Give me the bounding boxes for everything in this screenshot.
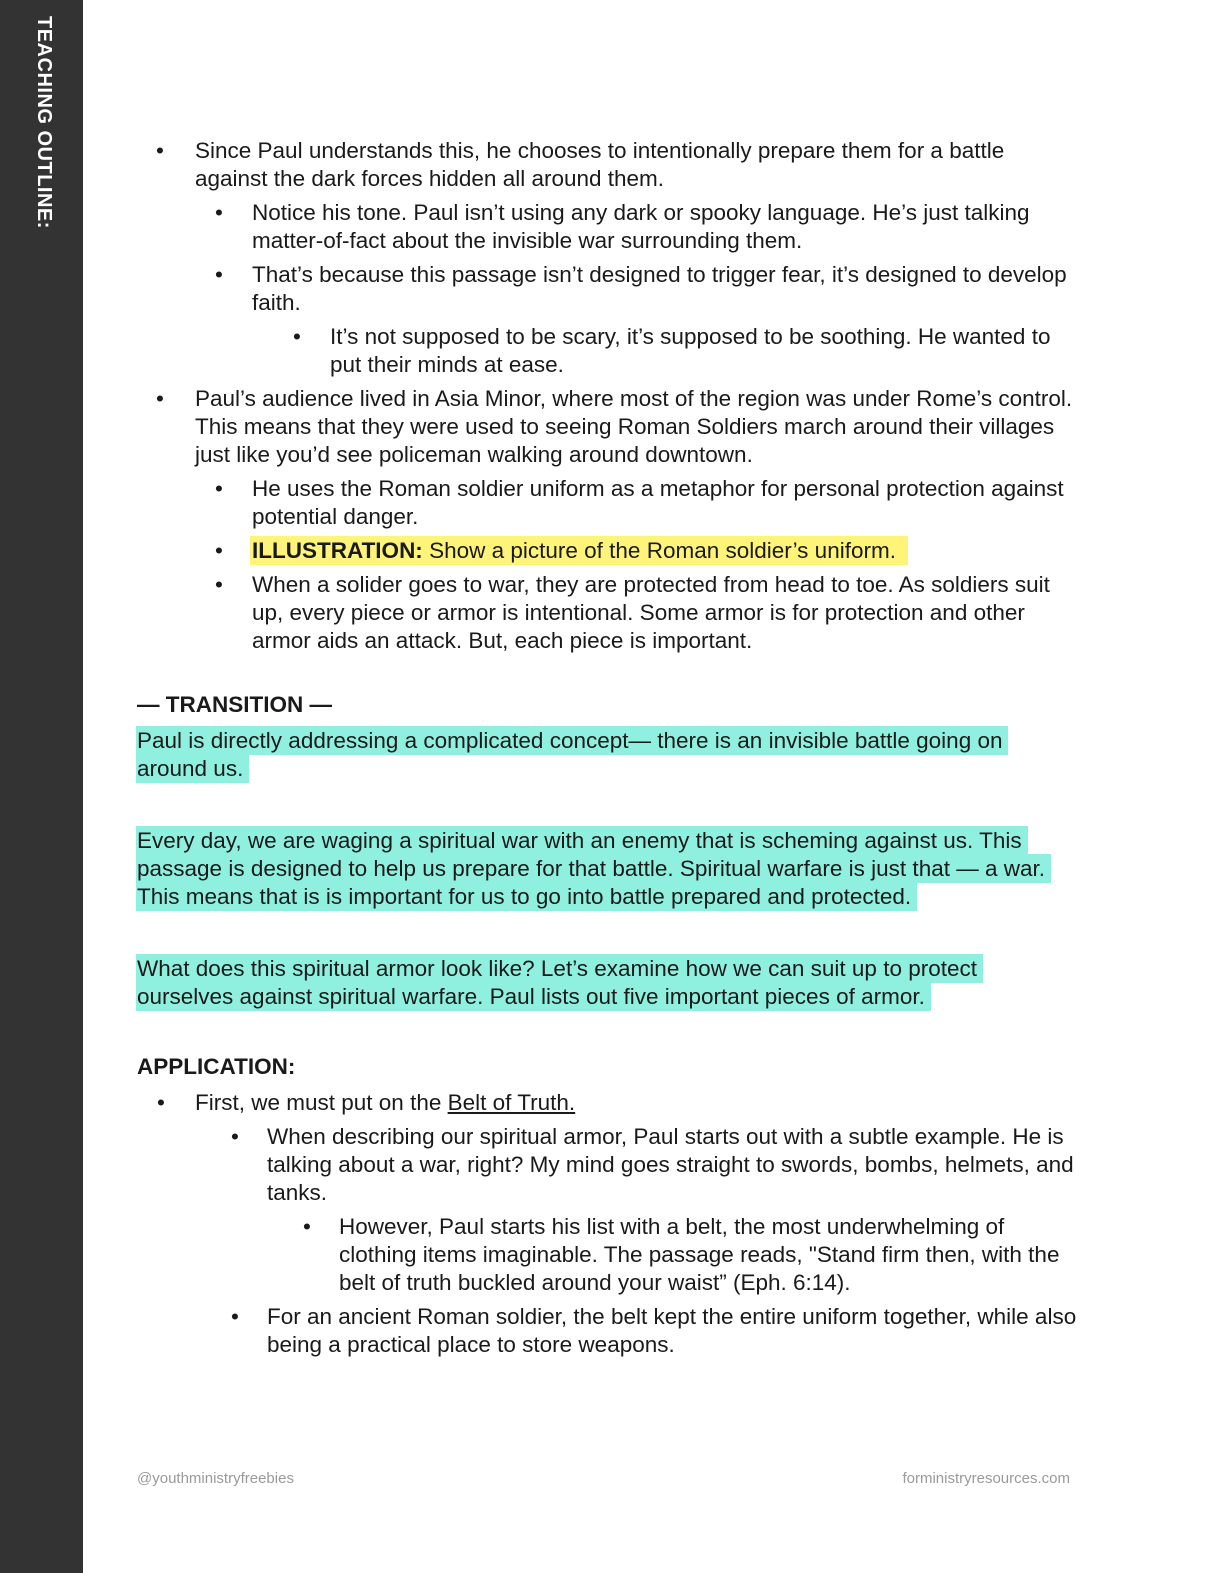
list-item-text: When describing our spiritual armor, Paul starts out with a subtle example. He is talking about a war, right? My mind goes straight to swords, bombs, helmets, and tanks. [267, 1124, 1074, 1205]
bullet-icon: • [215, 572, 223, 597]
sidebar-label: TEACHING OUTLINE: [33, 16, 55, 229]
list-item-text: Paul’s audience lived in Asia Minor, where most of the region was under Rome’s control. This means that they were used to seeing Roman Soldiers march around their villages just like you’d see policeman walking around downtown. [195, 386, 1073, 467]
list-item-text: Notice his tone. Paul isn’t using any dark or spooky language. He’s just talking matter-of-fact about the invisible war surrounding them. [252, 200, 1030, 253]
transition-text: Every day, we are waging a spiritual war with an enemy that is scheming against us. This passage is designed to help us prepare for that battle. Spiritual warfare is just that — a war. This means that is is important for us to go into battle prepared and protected. [136, 826, 1051, 911]
list-item [137, 385, 1077, 469]
transition-paragraph [137, 955, 1077, 1011]
list-item-text: Since Paul understands this, he chooses to intentionally prepare them for a battle against the dark forces hidden all around them. [195, 138, 1005, 191]
list-item [137, 137, 1077, 193]
bullet-icon: • [156, 386, 164, 411]
list-item-text: It’s not supposed to be scary, it’s supposed to be soothing. He wanted to put their minds at ease. [330, 324, 1051, 377]
application-heading: APPLICATION: [137, 1054, 296, 1079]
list-item [137, 323, 1077, 379]
footer-handle: @youthministryfreebies [137, 1470, 294, 1487]
list-item [137, 199, 1077, 255]
list-item [137, 1123, 1077, 1207]
bullet-icon: • [215, 538, 223, 563]
list-item [137, 475, 1077, 531]
bullet-icon: • [303, 1214, 311, 1239]
bullet-icon: • [293, 324, 301, 349]
list-item-text: When a solider goes to war, they are protected from head to toe. As soldiers suit up, every piece or armor is intentional. Some armor is for protection and other armor aids an attack. But, each piece is important. [252, 572, 1050, 653]
list-item-text: That’s because this passage isn’t designed to trigger fear, it’s designed to develop faith. [252, 262, 1067, 315]
bullet-icon: • [215, 262, 223, 287]
transition-paragraph [137, 827, 1077, 911]
list-item-text: However, Paul starts his list with a belt, the most underwhelming of clothing items imaginable. The passage reads, "Stand firm then, with the belt of truth buckled around your waist” (Eph. 6:14). [339, 1214, 1060, 1295]
transition-paragraph [137, 727, 1077, 783]
list-item-text: For an ancient Roman soldier, the belt kept the entire uniform together, while also being a practical place to store weapons. [267, 1304, 1077, 1357]
list-item [137, 571, 1077, 655]
list-item [137, 1213, 1077, 1297]
belt-of-truth-link: Belt of Truth. [447, 1090, 576, 1115]
illustration-text: Show a picture of the Roman soldier’s uniform. [422, 538, 896, 563]
bullet-icon: • [231, 1124, 239, 1149]
transition-text: What does this spiritual armor look like? Let’s examine how we can suit up to protect ourselves against spiritual warfare. Paul lists out five important pieces of armor. [136, 954, 983, 1011]
page-content [137, 137, 1077, 1359]
bullet-icon: • [215, 200, 223, 225]
bullet-icon: • [157, 1090, 165, 1115]
list-item-text: He uses the Roman soldier uniform as a metaphor for personal protection against potential danger. [252, 476, 1064, 529]
sidebar [0, 0, 83, 1573]
list-item [137, 261, 1077, 317]
footer-website: forministryresources.com [902, 1470, 1070, 1487]
illustration-label: ILLUSTRATION: [252, 538, 423, 563]
list-item [137, 1089, 1077, 1117]
bullet-icon: • [231, 1304, 239, 1329]
illustration-highlight [250, 536, 908, 565]
list-item-text: First, we must put on the [195, 1090, 448, 1115]
bullet-icon: • [156, 138, 164, 163]
bullet-icon: • [215, 476, 223, 501]
transition-heading: — TRANSITION — [137, 692, 332, 717]
list-item [137, 1303, 1077, 1359]
transition-text: Paul is directly addressing a complicated concept— there is an invisible battle going on around us. [136, 726, 1008, 783]
list-item [137, 537, 1077, 565]
